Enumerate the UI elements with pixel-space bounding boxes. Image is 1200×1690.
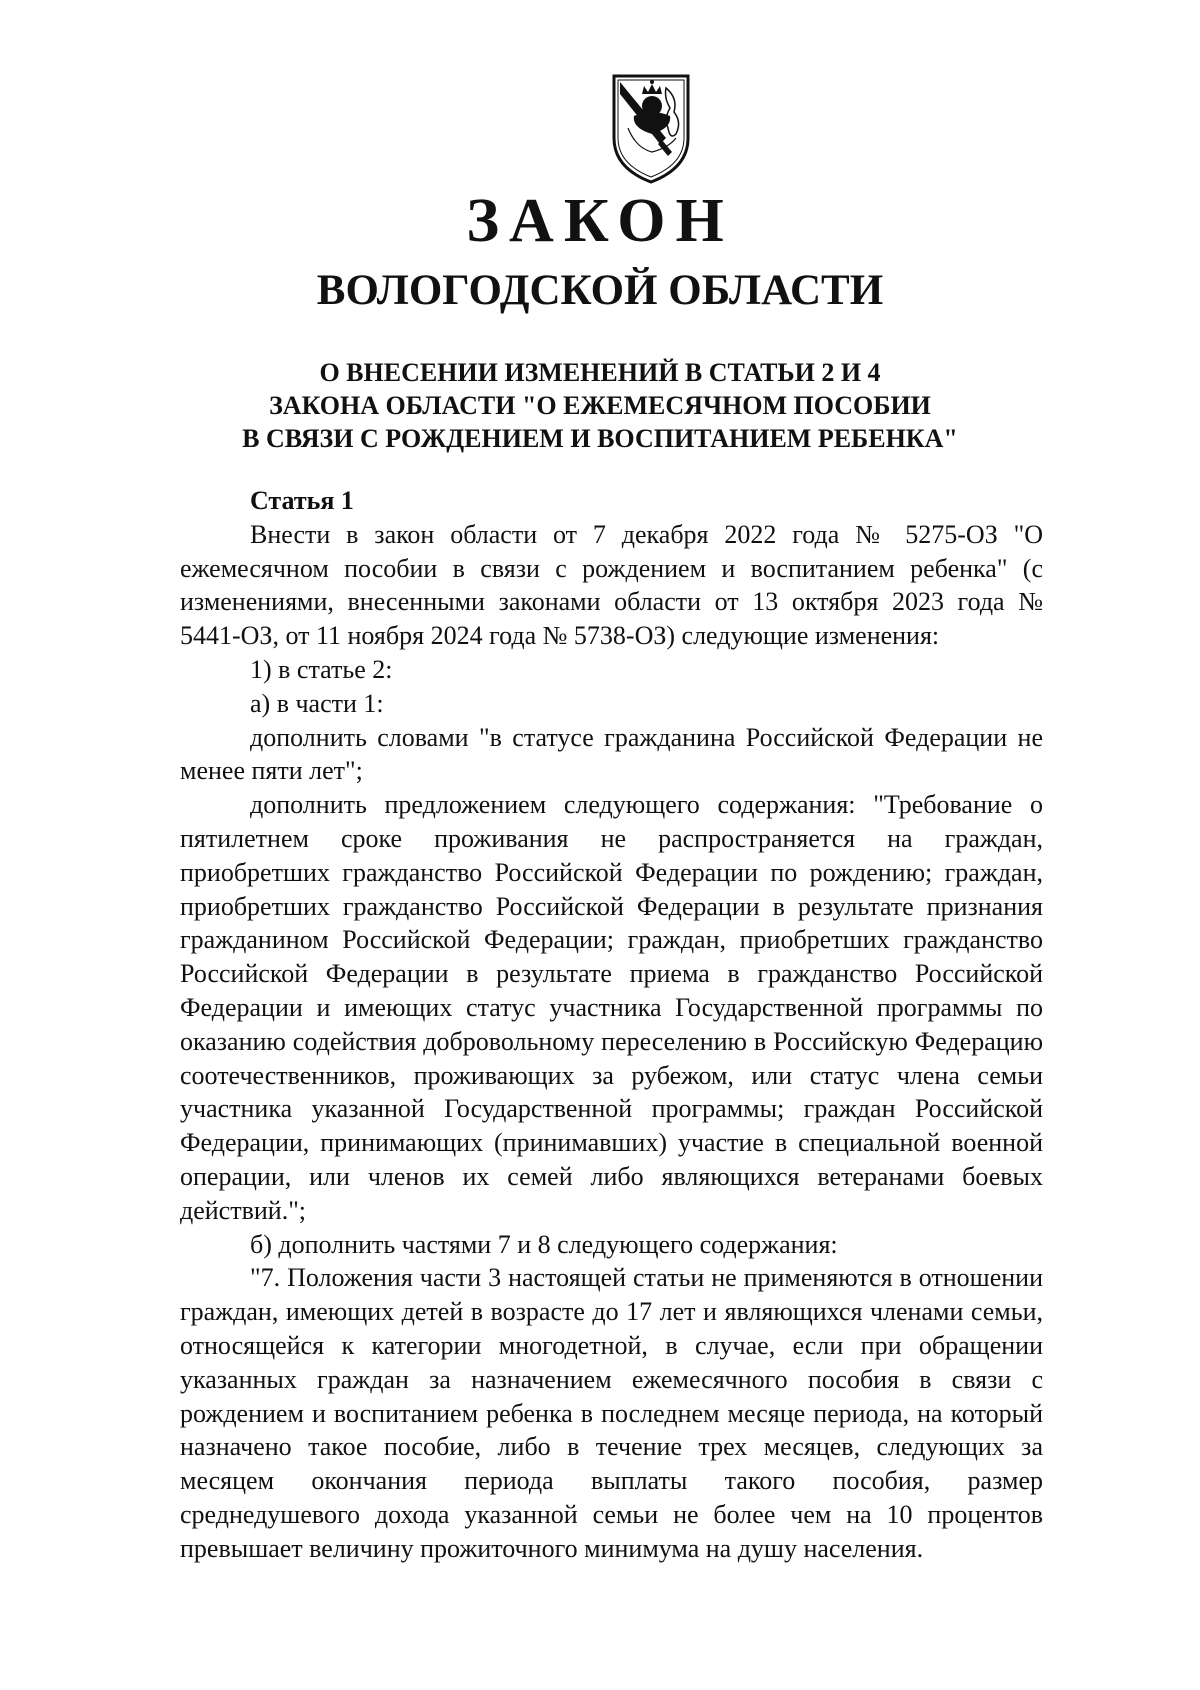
- article-heading: Статья 1: [250, 486, 354, 515]
- document-region: ВОЛОГОДСКОЙ ОБЛАСТИ: [316, 267, 884, 314]
- list-item: а) в части 1:: [250, 688, 384, 718]
- law-title-line: О ВНЕСЕНИИ ИЗМЕНЕНИЙ В СТАТЬИ 2 И 4: [319, 358, 881, 387]
- list-item: 1) в статье 2:: [250, 654, 393, 684]
- amendment-paragraph: дополнить предложением следующего содержания: "Требование о пятилетнем сроке проживания не распространяется на граждан, приобретших гражданство Российской Федерации по рождению; граждан, приобретших гражданство Российской Федерации в результате признания гражданином Российской Федерации; граждан, приобретших гражданство Российской Федерации в результате приема в гражданство Российской Федерации и имеющих статус участника Государственной программы по оказанию содействия добровольному переселению в Российскую Федерацию соотечественников, проживающих за рубежом, или статус члена семьи участника указанной Государственной программы; граждан Российской Федерации, принимающих (принимавших) участие в специальной военной операции, или членов их семей либо являющихся ветеранами боевых действий.";: [180, 790, 1043, 1225]
- law-title: [150, 356, 1050, 455]
- amendment-paragraph: дополнить словами "в статусе гражданина Российской Федерации не менее пяти лет";: [180, 722, 1043, 786]
- document-body: [180, 484, 1043, 1566]
- amendment-paragraph: "7. Положения части 3 настоящей статьи не применяются в отношении граждан, имеющих детей в возрасте до 17 лет и являющихся членами семьи, относящейся к категории многодетной, в случае, если при обращении указанных граждан за назначением ежемесячного пособия в связи с рождением и воспитанием ребенка в последнем месяце периода, на который назначено такое пособие, либо в течение трех месяцев, следующих за месяцем окончания периода выплаты такого пособия, размер среднедушевого дохода указанной семьи не более чем на 10 процентов превышает величину прожиточного минимума на душу населения.: [180, 1263, 1043, 1563]
- law-title-line: ЗАКОНА ОБЛАСТИ "О ЕЖЕМЕСЯЧНОМ ПОСОБИИ: [269, 391, 931, 420]
- coat-of-arms-icon: [606, 68, 696, 186]
- law-title-line: В СВЯЗИ С РОЖДЕНИЕМ И ВОСПИТАНИЕМ РЕБЕНКА": [242, 424, 958, 453]
- list-item: б) дополнить частями 7 и 8 следующего содержания:: [250, 1229, 838, 1259]
- article-intro: Внести в закон области от 7 декабря 2022 года № 5275-ОЗ "О ежемесячном пособии в связи с рождением и воспитанием ребенка" (с изменениями, внесенными законами области от 13 октября 2023 года № 5441-ОЗ, от 11 ноября 2024 года № 5738-ОЗ) следующие изменения:: [180, 519, 1043, 651]
- document-title: ЗАКОН: [466, 187, 734, 255]
